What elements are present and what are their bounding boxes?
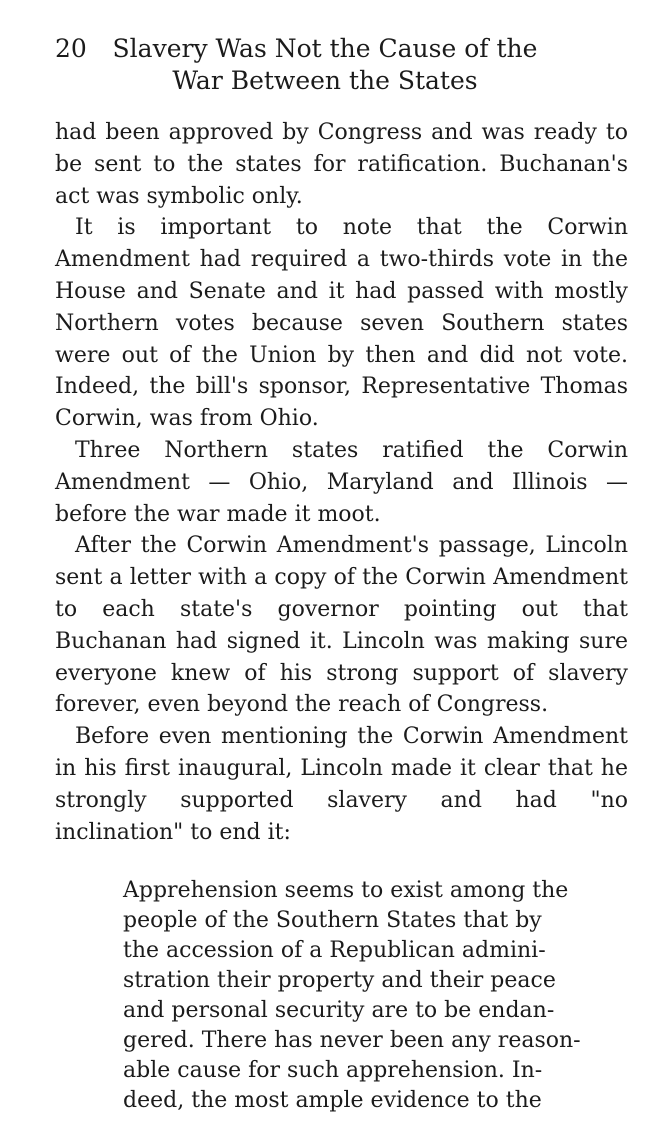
paragraph-1: had been approved by Congress and was ready to be sent to the states for ratification. Buchanan's act was symbolic only. bbox=[55, 120, 628, 209]
page-body bbox=[0, 117, 650, 1116]
quote-line-6: gered. There has never been any reason- bbox=[123, 1028, 581, 1054]
page-header bbox=[0, 33, 650, 97]
quote-line-4: stration their property and their peace bbox=[123, 968, 556, 994]
paragraph-5: Before even mentioning the Corwin Amendment in his first inaugural, Lincoln made it clear that he strongly supported slavery and had "no inclination" to end it: bbox=[55, 724, 628, 845]
quote-line-5: and personal security are to be endan- bbox=[123, 998, 555, 1024]
paragraph-list bbox=[55, 117, 628, 848]
quote-line-3: the accession of a Republican admini- bbox=[123, 938, 546, 964]
paragraph-3: Three Northern states ratified the Corwin Amendment — Ohio, Maryland and Illinois — before the war made it moot. bbox=[55, 437, 628, 527]
quote-line-1: Apprehension seems to exist among the bbox=[123, 878, 569, 904]
page-number: 20 bbox=[55, 34, 87, 63]
paragraph-4: After the Corwin Amendment's passage, Lincoln sent a letter with a copy of the Corwin Amendment to each state's governor pointing out that Buchanan had signed it. Lincoln was making sure everyone knew of his strong support of slavery forever, even beyond the reach of Congress. bbox=[55, 533, 628, 718]
running-title-line-2: War Between the States bbox=[172, 66, 478, 95]
quote-line-8: deed, the most ample evidence to the bbox=[123, 1088, 542, 1114]
running-title bbox=[0, 33, 650, 97]
quote-line-2: people of the Southern States that by bbox=[123, 908, 542, 934]
block-quote bbox=[123, 876, 628, 1116]
quote-line-7: able cause for such apprehension. In- bbox=[123, 1058, 543, 1084]
paragraph-2: It is important to note that the Corwin Amendment had required a two-thirds vote in the House and Senate and it had passed with mostly Northern votes because seven Southern states were out of the Union by then and did not vote. Indeed, the bill's sponsor, Representative Thomas Corwin, was from Ohio. bbox=[55, 215, 628, 432]
running-title-line-1: Slavery Was Not the Cause of the bbox=[112, 34, 538, 63]
